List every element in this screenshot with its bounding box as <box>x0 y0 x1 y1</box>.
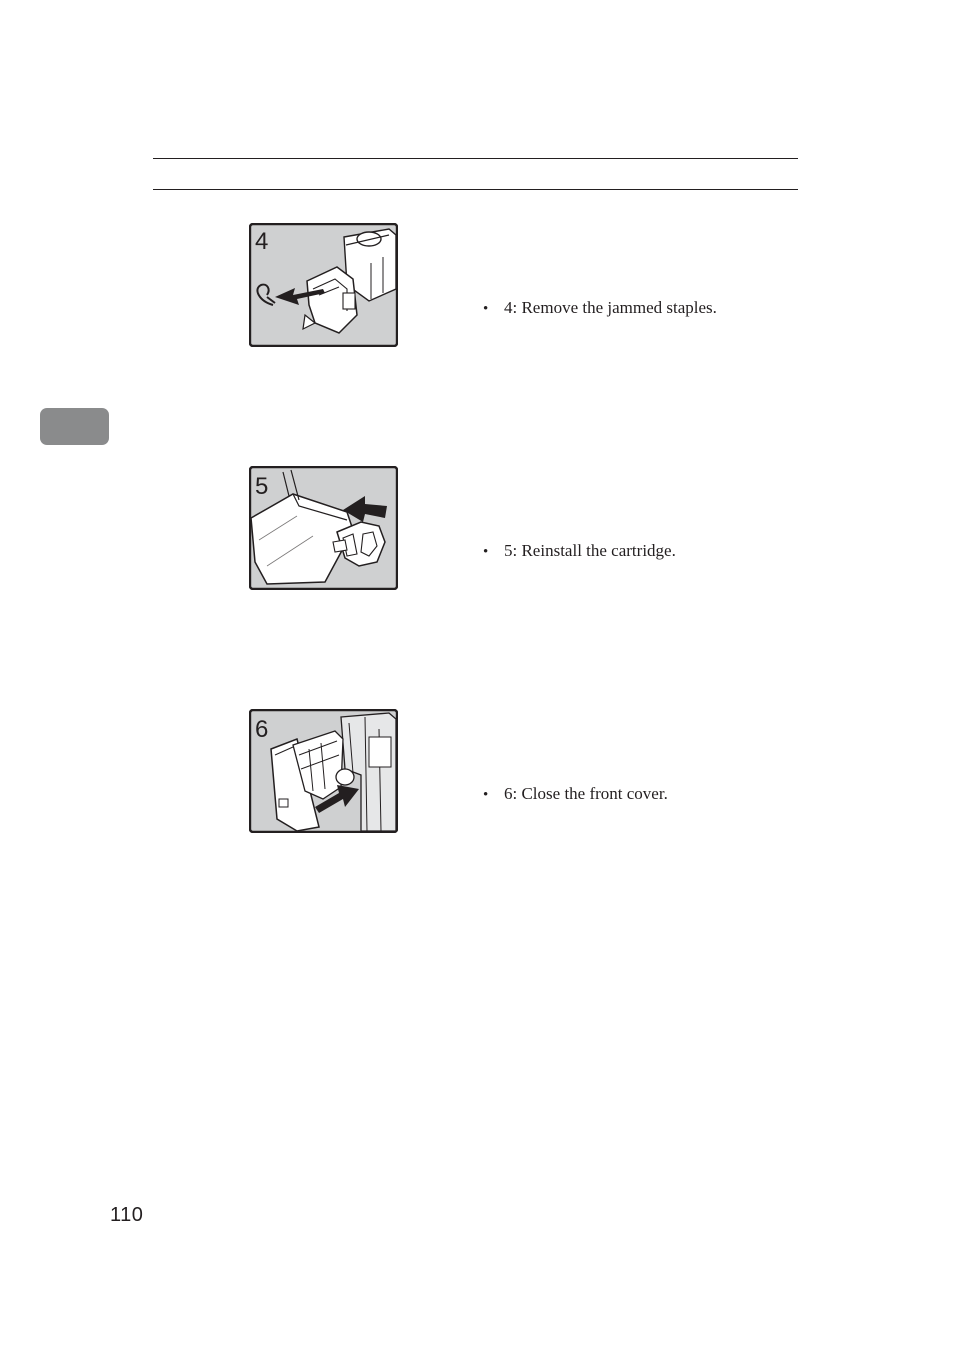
header-rule-top <box>153 158 798 159</box>
step-number: 4 <box>255 228 269 255</box>
step-6-text: 6: Close the front cover. <box>504 784 668 803</box>
step-number: 5 <box>255 473 269 500</box>
step-6-instruction <box>483 784 668 805</box>
step-5-illustration <box>249 466 398 590</box>
step-4-illustration <box>249 223 398 347</box>
staple-cartridge-reinstall-icon <box>249 466 398 590</box>
staple-cartridge-remove-staples-icon <box>249 223 398 347</box>
page-number: 110 <box>110 1204 144 1226</box>
step-4-text: 4: Remove the jammed staples. <box>504 298 717 317</box>
bullet-glyph: • <box>483 787 489 803</box>
finisher-front-cover-close-icon <box>249 709 398 833</box>
step-4-instruction <box>483 298 717 319</box>
bullet-glyph: • <box>483 544 489 560</box>
step-6-illustration <box>249 709 398 833</box>
step-number: 6 <box>255 716 269 743</box>
bullet-glyph: • <box>483 301 489 317</box>
step-5-instruction <box>483 541 676 562</box>
chapter-tab <box>40 408 109 445</box>
step-5-text: 5: Reinstall the cartridge. <box>504 541 676 560</box>
header-rule-bottom <box>153 189 798 190</box>
